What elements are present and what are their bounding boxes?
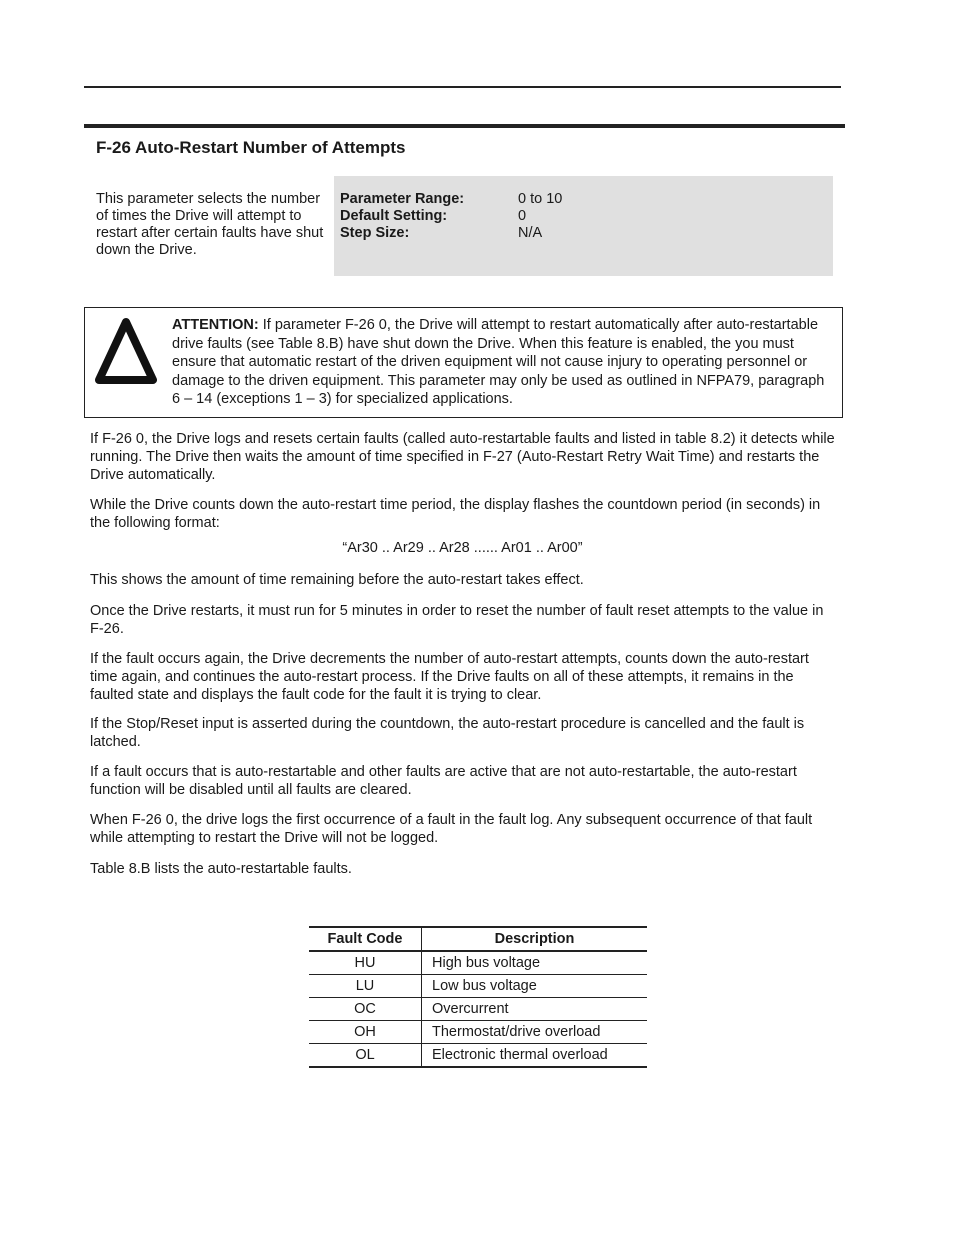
countdown-format: “Ar30 .. Ar29 .. Ar28 ...... Ar01 .. Ar00” [342, 540, 583, 556]
paragraph-2: While the Drive counts down the auto-restart time period, the display flashes the countdown period (in seconds) in the following format: [90, 497, 821, 531]
parameter-range-value: 0 to 10 [518, 191, 563, 207]
step-size-row [340, 225, 542, 242]
fault-table [309, 926, 647, 1068]
paragraph-6: If the Stop/Reset input is asserted during the countdown, the auto-restart procedure is cancelled and the fault is latched. [90, 716, 805, 750]
fault-code-header: Fault Code [309, 927, 422, 951]
paragraph-1: If F-26 0, the Drive logs and resets certain faults (called auto-restartable faults and listed in table 8.2) it detects while running. The Drive then waits the amount of time specified in F-27 (Auto-Restart Retry Wait Time) and restarts the Drive automatically. [90, 431, 835, 483]
page-header-rule [84, 86, 841, 88]
fault-code-cell: LU [309, 975, 422, 998]
paragraph-3: This shows the amount of time remaining before the auto-restart takes effect. [90, 572, 584, 588]
fault-code-cell: OL [309, 1044, 422, 1068]
warning-triangle-icon [93, 316, 159, 384]
table-row [309, 1021, 647, 1044]
description-cell: High bus voltage [422, 951, 648, 975]
paragraph-9: Table 8.B lists the auto-restartable faults. [90, 861, 352, 877]
description-cell: Overcurrent [422, 998, 648, 1021]
fault-code-cell: HU [309, 951, 422, 975]
section-rule [84, 124, 845, 128]
paragraph-8: When F-26 0, the drive logs the first occurrence of a fault in the fault log. Any subsequent occurrence of that fault while attempting to restart the Drive will not be logged. [90, 812, 813, 846]
description-cell: Thermostat/drive overload [422, 1021, 648, 1044]
default-setting-value: 0 [518, 208, 527, 224]
attention-box [84, 307, 843, 418]
parameter-range-row [340, 191, 562, 208]
table-row [309, 998, 647, 1021]
parameter-description: This parameter selects the number of times the Drive will attempt to restart after certain faults have shut down the Drive. [96, 191, 324, 258]
fault-table-header-row [309, 927, 647, 951]
section-title: F-26 Auto-Restart Number of Attempts [96, 138, 406, 157]
paragraph-5: If the fault occurs again, the Drive decrements the number of auto-restart attempts, counts down the auto-restart time again, and continues the auto-restart process. If the Drive faults on all of these attempts, it remains in the faulted state and displays the fault code for the fault it is trying to clear. [90, 651, 809, 703]
step-size-value: N/A [518, 225, 543, 241]
parameter-info-box [334, 176, 833, 276]
description-header: Description [422, 927, 648, 951]
parameter-range-label: Parameter Range: [340, 191, 465, 207]
step-size-label: Step Size: [340, 225, 410, 241]
description-cell: Electronic thermal overload [422, 1044, 648, 1068]
attention-text [172, 316, 836, 409]
description-cell: Low bus voltage [422, 975, 648, 998]
fault-code-cell: OC [309, 998, 422, 1021]
attention-body: If parameter F-26 0, the Drive will attempt to restart automatically after auto-restartable drive faults (see Table 8.B) have shut down the Drive. When this feature is enabled, the you must ensure that automatic restart of the driven equipment will not cause injury to operating personnel or damage to the driven equipment. This parameter may only be used as outlined in NFPA79, paragraph 6 – 14 (exceptions 1 – 3) for specialized applications. [172, 317, 825, 407]
paragraph-7: If a fault occurs that is auto-restartable and other faults are active that are not auto-restartable, the auto-restart function will be disabled until all faults are cleared. [90, 764, 797, 798]
table-row [309, 975, 647, 998]
table-row [309, 951, 647, 975]
default-setting-row [340, 208, 526, 225]
default-setting-label: Default Setting: [340, 208, 448, 224]
table-row [309, 1044, 647, 1068]
fault-code-cell: OH [309, 1021, 422, 1044]
attention-label: ATTENTION: [172, 317, 259, 333]
paragraph-4: Once the Drive restarts, it must run for 5 minutes in order to reset the number of fault reset attempts to the value in F-26. [90, 603, 824, 637]
